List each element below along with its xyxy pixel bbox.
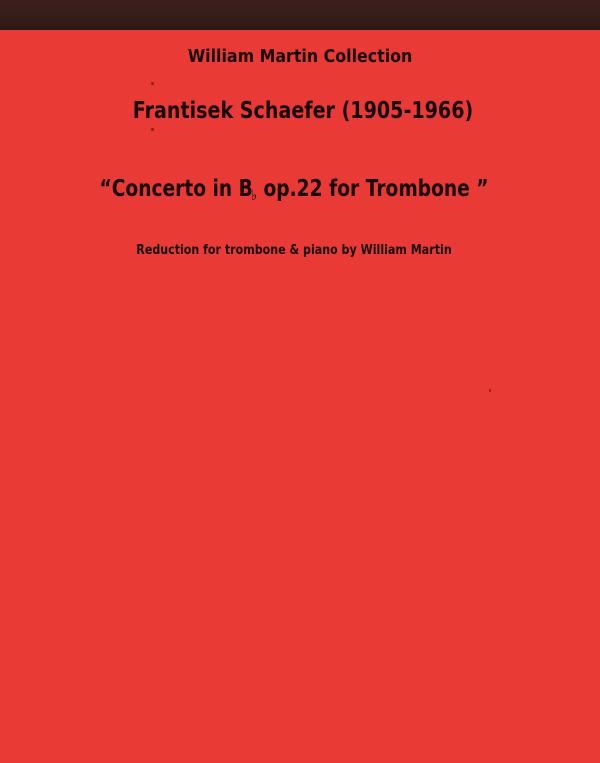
work-title xyxy=(51,176,537,204)
composer-name: Frantisek Schaefer (1905-1966) xyxy=(132,98,474,124)
reduction-credit: Reduction for trombone & piano by William Martin xyxy=(136,242,452,258)
flat-symbol: ♭ xyxy=(251,186,257,204)
work-title-start: Concerto in B xyxy=(111,176,253,202)
header-band-text xyxy=(140,10,440,22)
paper-speck xyxy=(489,389,491,392)
paper-speck xyxy=(151,82,154,85)
paper-speck xyxy=(151,128,154,131)
header-band xyxy=(0,0,600,30)
close-quote: ” xyxy=(476,176,489,202)
collection-title: William Martin Collection xyxy=(187,46,413,67)
work-title-end: op.22 for Trombone xyxy=(256,176,477,202)
open-quote: “ xyxy=(99,176,112,202)
